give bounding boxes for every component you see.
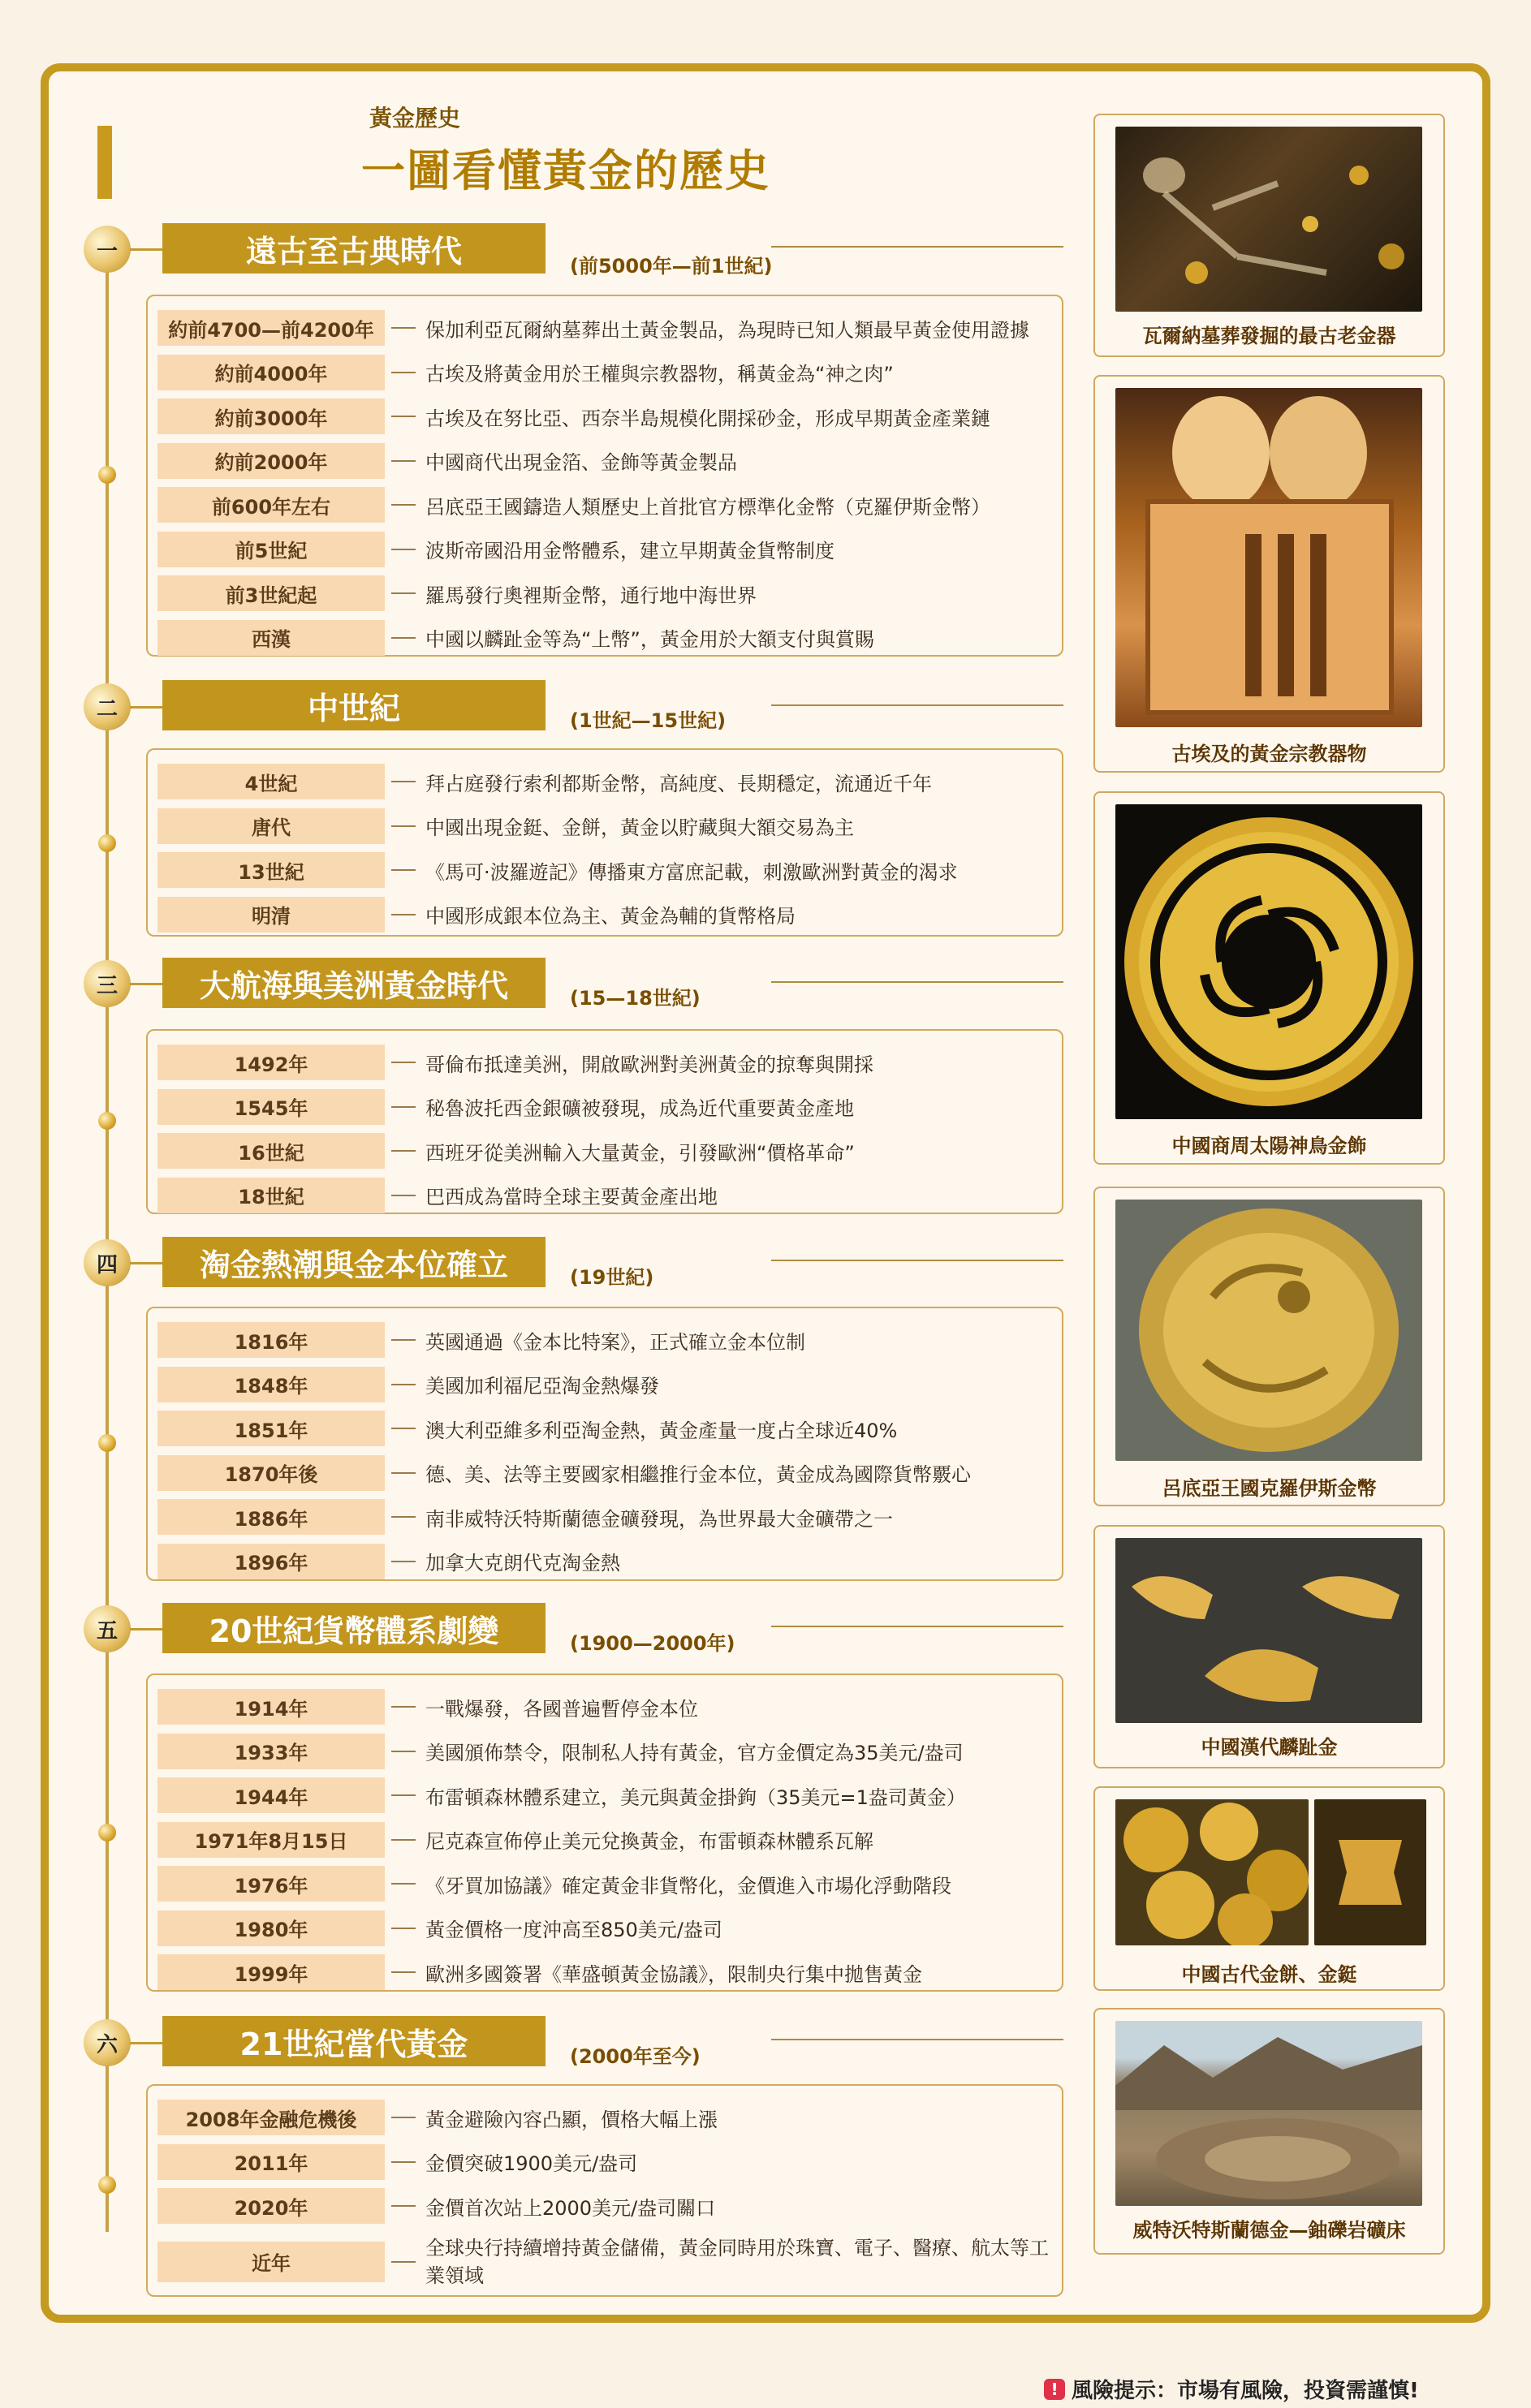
event-dash	[391, 1384, 416, 1385]
era-connector	[130, 248, 164, 251]
event-desc: 布雷頓森林體系建立，美元與黃金掛鉤（35美元=1盎司黃金）	[425, 1786, 966, 1809]
event-desc: 拜占庭發行索利都斯金幣，高純度、長期穩定，流通近千年	[425, 772, 932, 795]
timeline-dot	[98, 1112, 116, 1130]
timeline-dot	[98, 466, 116, 484]
event-row	[157, 394, 1062, 439]
era-1-title: 遠古至古典時代	[162, 223, 546, 274]
event-dash	[391, 1706, 416, 1708]
event-year: 18世紀	[157, 1178, 385, 1213]
event-row	[157, 848, 1062, 893]
gold-ingot-icon	[1314, 1799, 1426, 1945]
title-accent-bar	[97, 126, 112, 199]
image-card	[1093, 2008, 1445, 2255]
event-dash	[391, 460, 416, 462]
image-card	[1093, 375, 1445, 773]
event-dash	[391, 1971, 416, 1973]
event-year: 1944年	[157, 1777, 385, 1813]
event-year: 前5世紀	[157, 532, 385, 567]
sun-bird-image	[1115, 804, 1422, 1119]
event-desc: 澳大利亞維多利亞淘金熱，黃金產量一度占全球近40%	[425, 1419, 898, 1442]
era-connector	[130, 1262, 164, 1264]
event-dash	[391, 1561, 416, 1562]
event-year: 1492年	[157, 1045, 385, 1080]
event-row	[157, 528, 1062, 572]
event-dash	[391, 327, 416, 329]
event-dash	[391, 1339, 416, 1341]
canopic-chest-icon	[1115, 388, 1422, 727]
event-desc: 中國出現金鋌、金餅，黃金以貯藏與大額交易為主	[425, 816, 854, 840]
event-year: 1896年	[157, 1544, 385, 1579]
event-dash	[391, 2161, 416, 2163]
event-row	[157, 1451, 1062, 1496]
event-dash	[391, 1883, 416, 1885]
event-dash	[391, 1794, 416, 1796]
era-rule	[771, 1260, 1063, 1261]
event-dash	[391, 592, 416, 594]
event-year: 前600年左右	[157, 487, 385, 523]
event-dash	[391, 2261, 416, 2263]
card-caption: 古埃及的黃金宗教器物	[1171, 743, 1367, 765]
event-year: 1933年	[157, 1734, 385, 1769]
event-dash	[391, 416, 416, 417]
event-year: 西漢	[157, 620, 385, 656]
era-4-events	[146, 1307, 1063, 1581]
event-row	[157, 2229, 1062, 2295]
event-desc: 波斯帝國沿用金幣體系，建立早期黃金貨幣制度	[425, 540, 835, 563]
event-year: 約前2000年	[157, 443, 385, 479]
page-title: 一圖看懂黃金的歷史	[361, 145, 770, 196]
event-desc: 一戰爆發，各國普遍暫停金本位	[425, 1697, 698, 1721]
event-year: 2020年	[157, 2188, 385, 2224]
event-row	[157, 1818, 1062, 1863]
event-dash	[391, 1928, 416, 1929]
timeline-dot	[98, 2176, 116, 2194]
card-caption: 威特沃特斯蘭德金—鈾礫岩礦床	[1132, 2219, 1406, 2242]
event-row	[157, 351, 1062, 395]
timeline-dot	[98, 1824, 116, 1842]
event-desc: 全球央行持續增持黃金儲備，黃金同時用於珠寶、電子、醫療、航太等工業領域	[425, 2236, 1049, 2287]
image-card	[1093, 791, 1445, 1165]
timeline-axis	[106, 243, 109, 2232]
egyptian-chest-image	[1115, 388, 1422, 727]
event-row	[157, 2140, 1062, 2185]
event-year: 1851年	[157, 1411, 385, 1446]
event-dash	[391, 504, 416, 506]
era-4-range: (19世紀)	[570, 1266, 654, 1289]
era-rule	[771, 981, 1063, 983]
event-desc: 美國加利福尼亞淘金熱爆發	[425, 1375, 659, 1398]
sun-bird-icon	[1115, 804, 1422, 1119]
event-year: 1886年	[157, 1499, 385, 1535]
event-dash	[391, 1195, 416, 1196]
era-5-range: (1900—2000年)	[570, 1632, 735, 1655]
event-row	[157, 1730, 1062, 1774]
event-desc: 英國通過《金本比特案》，正式確立金本位制	[425, 1330, 805, 1354]
gold-cakes-image	[1115, 1799, 1309, 1945]
era-1-badge: 一	[84, 226, 131, 273]
gold-cakes-icon	[1115, 1799, 1309, 1945]
event-desc: 《馬可·波羅遊記》傳播東方富庶記載，刺激歐洲對黃金的渴求	[425, 860, 958, 884]
event-desc: 南非威特沃特斯蘭德金礦發現，為世界最大金礦帶之一	[425, 1507, 893, 1531]
era-rule	[771, 704, 1063, 706]
event-dash	[391, 1106, 416, 1108]
event-year: 1914年	[157, 1689, 385, 1725]
risk-text: 風險提示：市場有風險，投資需謹慎!	[1072, 2379, 1419, 2403]
mountain-icon	[1115, 2021, 1422, 2206]
event-year: 4世紀	[157, 764, 385, 799]
event-desc: 金價首次站上2000美元/盎司關口	[425, 2196, 716, 2220]
event-desc: 歐洲多國簽署《華盛頓黃金協議》，限制央行集中拋售黃金	[425, 1962, 922, 1986]
event-dash	[391, 1839, 416, 1841]
era-2-badge: 二	[84, 683, 131, 730]
card-caption: 中國漢代麟趾金	[1201, 1736, 1338, 1759]
event-desc: 保加利亞瓦爾納墓葬出土黃金製品，為現時已知人類最早黃金使用證據	[425, 318, 1029, 342]
era-4-badge: 四	[84, 1239, 131, 1286]
era-connector	[130, 706, 164, 709]
event-dash	[391, 914, 416, 915]
era-1-range: (前5000年—前1世紀)	[570, 255, 773, 278]
event-row	[157, 1129, 1062, 1174]
event-row	[157, 804, 1062, 849]
event-dash	[391, 1751, 416, 1752]
lydian-coin-image	[1115, 1200, 1422, 1461]
warning-icon: !	[1044, 2379, 1065, 2400]
event-row	[157, 2096, 1062, 2140]
era-6-title: 21世紀當代黃金	[162, 2016, 546, 2066]
era-2-range: (1世紀—15世紀)	[570, 709, 727, 732]
event-row	[157, 571, 1062, 616]
event-desc: 哥倫布抵達美洲，開啟歐洲對美洲黃金的掠奪與開採	[425, 1053, 873, 1076]
era-rule	[771, 1626, 1063, 1627]
era-connector	[130, 983, 164, 985]
event-dash	[391, 869, 416, 871]
era-3-title: 大航海與美洲黃金時代	[162, 958, 546, 1008]
image-card	[1093, 114, 1445, 357]
card-caption: 中國古代金餅、金鋌	[1181, 1963, 1357, 1986]
era-6-badge: 六	[84, 2019, 131, 2066]
event-row	[157, 1363, 1062, 1407]
event-row	[157, 1540, 1062, 1584]
event-desc: 中國商代出現金箔、金飾等黃金製品	[425, 451, 737, 475]
event-desc: 中國以麟趾金等為“上幣”，黃金用於大額支付與賞賜	[425, 628, 874, 652]
event-row	[157, 1174, 1062, 1218]
event-desc: 《牙買加協議》確定黃金非貨幣化，金價進入市場化浮動階段	[425, 1874, 951, 1898]
event-year: 16世紀	[157, 1133, 385, 1169]
event-dash	[391, 1062, 416, 1063]
era-5-title: 20世紀貨幣體系劇變	[162, 1603, 546, 1653]
event-row	[157, 439, 1062, 484]
linzhi-gold-image	[1115, 1538, 1422, 1723]
event-year: 約前4000年	[157, 355, 385, 390]
event-year: 唐代	[157, 808, 385, 844]
event-year: 1545年	[157, 1089, 385, 1125]
era-6-range: (2000年至今)	[570, 2045, 701, 2068]
event-dash	[391, 2117, 416, 2118]
event-row	[157, 1040, 1062, 1085]
event-row	[157, 1906, 1062, 1951]
event-desc: 美國頒佈禁令，限制私人持有黃金，官方金價定為35美元/盎司	[425, 1742, 964, 1765]
event-desc: 巴西成為當時全球主要黃金產出地	[425, 1186, 718, 1209]
era-5-badge: 五	[84, 1605, 131, 1652]
event-row	[157, 1406, 1062, 1451]
era-connector	[130, 2042, 164, 2044]
gold-ingot-image	[1314, 1799, 1426, 1945]
event-desc: 秘魯波托西金銀礦被發現，成為近代重要黃金產地	[425, 1097, 854, 1121]
event-year: 1816年	[157, 1322, 385, 1358]
era-3-range: (15—18世紀)	[570, 987, 701, 1010]
event-dash	[391, 637, 416, 639]
event-dash	[391, 781, 416, 782]
event-dash	[391, 2205, 416, 2207]
event-dash	[391, 549, 416, 550]
event-dash	[391, 825, 416, 827]
event-row	[157, 2184, 1062, 2229]
card-caption: 呂底亞王國克羅伊斯金幣	[1162, 1477, 1377, 1500]
era-2-events	[146, 748, 1063, 937]
era-1-events	[146, 295, 1063, 657]
timeline-dot	[98, 1434, 116, 1452]
event-year: 1848年	[157, 1367, 385, 1402]
event-year: 1999年	[157, 1954, 385, 1990]
risk-warning	[1044, 2374, 1419, 2404]
event-dash	[391, 1472, 416, 1474]
event-desc: 古埃及將黃金用於王權與宗教器物，稱黃金為“神之肉”	[425, 363, 894, 386]
event-desc: 德、美、法等主要國家相繼推行金本位，黃金成為國際貨幣覈心	[425, 1463, 971, 1487]
event-dash	[391, 1516, 416, 1518]
event-row	[157, 306, 1062, 351]
event-desc: 黃金避險內容凸顯，價格大幅上漲	[425, 2108, 718, 2131]
event-year: 約前4700—前4200年	[157, 310, 385, 346]
event-year: 1971年8月15日	[157, 1822, 385, 1858]
hoof-gold-icon	[1115, 1538, 1422, 1723]
era-4-title: 淘金熱潮與金本位確立	[162, 1237, 546, 1287]
varna-grave-image	[1115, 127, 1422, 312]
event-dash	[391, 1428, 416, 1429]
event-year: 1870年後	[157, 1455, 385, 1491]
era-6-events	[146, 2084, 1063, 2297]
event-row	[157, 1495, 1062, 1540]
event-desc: 羅馬發行奧裡斯金幣，通行地中海世界	[425, 584, 757, 607]
card-caption: 瓦爾納墓葬發掘的最古老金器	[1142, 325, 1396, 347]
event-year: 1976年	[157, 1866, 385, 1902]
event-row	[157, 1773, 1062, 1818]
event-year: 2011年	[157, 2144, 385, 2180]
era-3-events	[146, 1029, 1063, 1214]
event-year: 約前3000年	[157, 398, 385, 434]
event-row	[157, 1085, 1062, 1130]
event-dash	[391, 372, 416, 373]
event-year: 13世紀	[157, 852, 385, 888]
event-desc: 古埃及在努比亞、西奈半島規模化開採砂金，形成早期黃金產業鏈	[425, 407, 990, 430]
event-desc: 中國形成銀本位為主、黃金為輔的貨幣格局	[425, 905, 796, 928]
event-row	[157, 760, 1062, 804]
event-year: 前3世紀起	[157, 575, 385, 611]
era-rule	[771, 246, 1063, 248]
event-year: 明清	[157, 897, 385, 933]
event-row	[157, 616, 1062, 661]
image-card	[1093, 1786, 1445, 1991]
era-rule	[771, 2039, 1063, 2040]
event-row	[157, 1862, 1062, 1906]
event-desc: 尼克森宣佈停止美元兌換黃金，布雷頓森林體系瓦解	[425, 1830, 873, 1854]
event-year: 1980年	[157, 1910, 385, 1946]
event-desc: 西班牙從美洲輸入大量黃金，引發歐洲“價格革命”	[425, 1141, 855, 1165]
era-2-title: 中世紀	[162, 680, 546, 730]
era-3-badge: 三	[84, 960, 131, 1007]
event-desc: 加拿大克朗代克淘金熱	[425, 1552, 620, 1575]
event-row	[157, 1685, 1062, 1730]
event-desc: 黃金價格一度沖高至850美元/盎司	[425, 1919, 722, 1942]
event-row	[157, 1318, 1062, 1363]
event-year: 2008年金融危機後	[157, 2100, 385, 2135]
event-desc: 呂底亞王國鑄造人類歷史上首批官方標準化金幣（克羅伊斯金幣）	[425, 495, 990, 519]
event-year: 近年	[157, 2242, 385, 2282]
witwatersrand-mine-image	[1115, 2021, 1422, 2206]
event-desc: 金價突破1900美元/盎司	[425, 2152, 638, 2176]
event-dash	[391, 1150, 416, 1152]
era-5-events	[146, 1674, 1063, 1992]
event-row	[157, 1950, 1062, 1995]
card-caption: 中國商周太陽神鳥金飾	[1171, 1135, 1367, 1157]
event-row	[157, 893, 1062, 937]
skeleton-icon	[1115, 127, 1422, 312]
lion-coin-icon	[1115, 1200, 1422, 1461]
timeline-dot	[98, 834, 116, 852]
page-kicker: 黃金歷史	[369, 105, 461, 131]
era-connector	[130, 1628, 164, 1630]
image-card	[1093, 1525, 1445, 1768]
image-card	[1093, 1187, 1445, 1506]
event-row	[157, 483, 1062, 528]
